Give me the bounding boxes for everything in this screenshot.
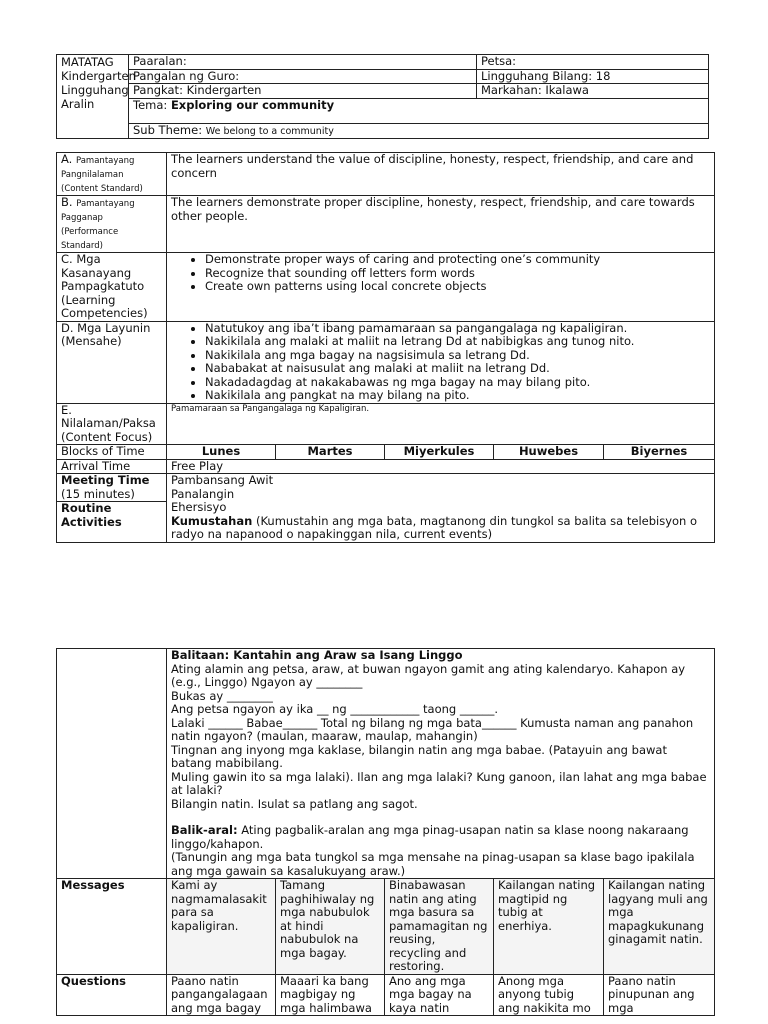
subtheme-field (129, 123, 709, 139)
meeting-time-label (57, 474, 167, 543)
performance-standard-label-text: Pamantayang Pagganap (Performance Standard) (61, 199, 135, 251)
arrival-time-value: Free Play (167, 459, 715, 474)
arrival-time-label: Arrival Time (57, 459, 167, 474)
content-standard-label-text: Pamantayang Pangnilalaman (Content Standard) (61, 156, 143, 194)
competencies-list (171, 253, 710, 294)
day-header-wednesday: Miyerkules (385, 445, 494, 460)
message-cell-thursday: Kailangan nating magtipid ng tubig at enerhiya. (494, 879, 604, 975)
routine-line: Ehersisyo (171, 500, 227, 514)
list-item: • Nakikilala ang pangkat na may bilang na pito. (205, 389, 710, 403)
content-focus-text: Pamamaraan sa Pangangalaga ng Kapaligiran. (167, 403, 715, 445)
question-cell-wednesday: Ano ang mga mga bagay na kaya natin (385, 974, 494, 1016)
day-header-monday: Lunes (167, 445, 276, 460)
objectives-label: D. Mga Layunin (Mensahe) (57, 321, 167, 403)
content-standard-text: The learners understand the value of discipline, honesty, respect, friendship, and care and concern (167, 153, 715, 196)
routine-line: Pambansang Awit (171, 473, 274, 487)
balitaan-line: Muling gawin ito sa mga lalaki). Ilan ang mga lalaki? Kung ganoon, ilan lahat ang mga babae at lalaki? (171, 769, 707, 797)
balitaan-line: Tingnan ang inyong mga kaklase, bilangin natin ang mga babae. (Patayuin ang bawat batang mabibilang. (171, 742, 667, 770)
list-item: • Create own patterns using local concrete objects (205, 280, 710, 294)
message-cell-tuesday: Tamang paghihiwalay ng mga nabubulok at hindi nabubulok na mga bagay. (276, 879, 385, 975)
objectives-cell (167, 321, 715, 403)
question-cell-thursday: Anong mga anyong tubig ang nakikita mo (494, 974, 604, 1016)
standards-table (56, 152, 715, 543)
balitaan-cell (167, 649, 715, 879)
pangkat-field: Pangkat: Kindergarten (129, 84, 477, 99)
balitaan-line: Bukas ay ________ (171, 688, 273, 703)
day-header-tuesday: Martes (276, 445, 385, 460)
subtheme-label: Sub Theme: (133, 122, 206, 137)
list-item: • Nakadadagdag at nakakabawas ng mga bagay na may bilang pito. (205, 376, 710, 390)
list-item: • Demonstrate proper ways of caring and protecting one’s community (205, 253, 710, 267)
routine-activities-label: Routine Activities (57, 501, 166, 529)
question-cell-monday: Paano natin pangangalagaan ang mga bagay (167, 974, 276, 1016)
blocks-of-time-label: Blocks of Time (57, 445, 167, 460)
performance-standard-text: The learners demonstrate proper discipline, honesty, respect, friendship, and care towards other people. (167, 196, 715, 253)
header-table (56, 54, 709, 139)
message-cell-wednesday: Binabawasan natin ang ating mga basura sa pamamagitan ng reusing, recycling and restoring. (385, 879, 494, 975)
subtheme-value: We belong to a community (205, 125, 334, 137)
balik-aral-line: Balik-aral: Ating pagbalik-aralan ang mga pinag-usapan natin sa klase noong nakaraang linggo/kahapon. (171, 823, 689, 851)
question-cell-friday: Paano natin pinupunan ang mga (604, 974, 715, 1016)
messages-label: Messages (57, 879, 167, 975)
content-standard-label (57, 153, 167, 196)
balitaan-line: Bilangin natin. Isulat sa patlang ang sagot. (171, 796, 418, 811)
tema-value: Exploring our community (170, 97, 335, 112)
questions-label: Questions (57, 974, 167, 1016)
objectives-list (171, 322, 710, 403)
list-item: • Recognize that sounding off letters form words (205, 267, 710, 281)
question-cell-tuesday: Maaari ka bang magbigay ng mga halimbawa (276, 974, 385, 1016)
tema-field (129, 98, 709, 123)
list-item: • Natutukoy ang iba’t ibang pamamaraan sa pangangalaga ng kapaligiran. (205, 322, 710, 336)
balitaan-empty-label (57, 649, 167, 879)
list-item: • Nakikilala ang malaki at maliit na letrang Dd at nabibigkas ang tunog nito. (205, 335, 710, 349)
list-item: • Nababakat at naisusulat ang malaki at maliit na letrang Dd. (205, 362, 710, 376)
paaralan-field: Paaralan: (129, 55, 477, 70)
routine-activities-cell (167, 474, 715, 543)
kumustahan-line: Kumustahan (Kumustahin ang mga bata, magtanong din tungkol sa balita sa telebisyon o radyo na napanood o napakinggan nila, current events) (171, 513, 698, 541)
content-standard-letter: A. (61, 152, 76, 166)
competencies-label: C. Mga Kasanayang Pampagkatuto (Learning Competencies) (57, 253, 167, 322)
meeting-time-title: Meeting Time (61, 473, 150, 487)
day-header-thursday: Huwebes (494, 445, 604, 460)
balitaan-line: Lalaki ______ Babae______ Total ng bilang ng mga bata______ Kumusta naman ang panahon natin ngayon? (maulan, maaraw, maulap, mahangin) (171, 715, 694, 743)
performance-standard-label (57, 196, 167, 253)
routine-line: Panalangin (171, 486, 235, 501)
performance-standard-letter: B. (61, 195, 77, 209)
tema-label: Tema: (133, 97, 171, 112)
content-focus-label: E. Nilalaman/Paksa (Content Focus) (57, 403, 167, 445)
guro-field: Pangalan ng Guro: (129, 69, 477, 84)
petsa-field: Petsa: (477, 55, 709, 70)
balitaan-line: Ang petsa ngayon ay ika __ ng ____________ taong ______. (171, 702, 499, 716)
balitaan-title: Balitaan: Kantahin ang Araw sa Isang Linggo (171, 648, 463, 662)
day-header-friday: Biyernes (604, 445, 715, 460)
balitaan-line: Ating alamin ang petsa, araw, at buwan ngayon gamit ang ating kalendaryo. Kahapon ay (e.g., Linggo) Ngayon ay ________ (171, 661, 686, 689)
meeting-time-duration: (15 minutes) (61, 486, 135, 501)
balik-aral-note: (Tanungin ang mga bata tungkol sa mga mensahe na pinag-usapan sa klase bago ipakilala ang mga gawain sa kasalukuyang araw.) (171, 850, 695, 878)
message-cell-friday: Kailangan nating lagyang muli ang mga mapagkukunang ginagamit natin. (604, 879, 715, 975)
markahan-field: Markahan: Ikalawa (477, 84, 709, 99)
message-cell-monday: Kami ay nagmamalasakit para sa kapaligiran. (167, 879, 276, 975)
lesson-type-label: MATATAG Kindergarten Lingguhang Aralin (57, 55, 129, 139)
competencies-cell (167, 253, 715, 322)
list-item: • Nakikilala ang mga bagay na nagsisimula sa letrang Dd. (205, 349, 710, 363)
daily-activities-table (56, 648, 715, 1016)
week-number-field: Lingguhang Bilang: 18 (477, 69, 709, 84)
